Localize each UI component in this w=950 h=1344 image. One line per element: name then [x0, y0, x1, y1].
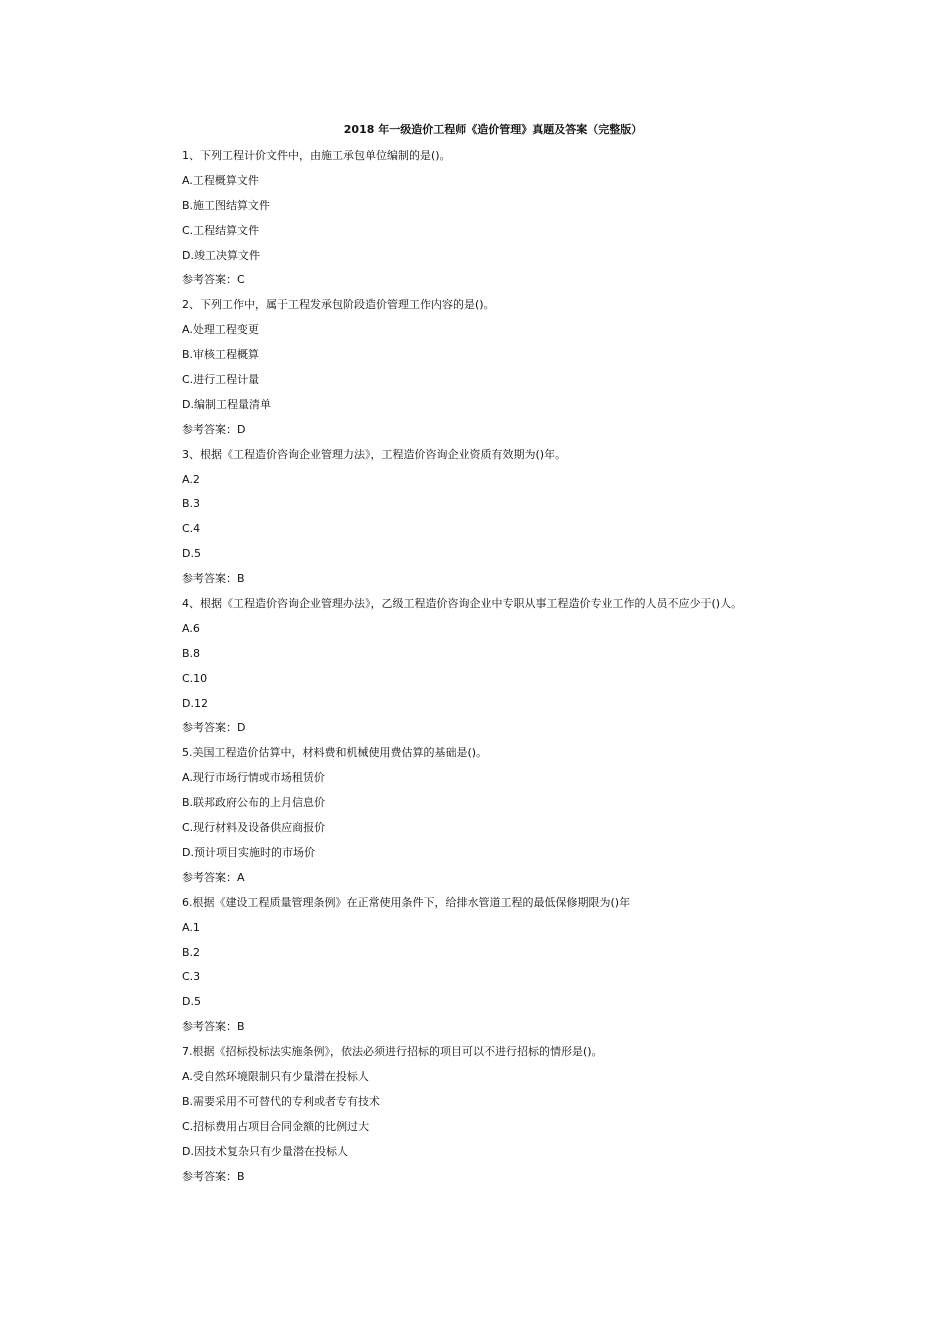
option-line: A.处理工程变更 — [182, 323, 259, 337]
option-line: D.5 — [182, 995, 201, 1009]
option-line: C.现行材料及设备供应商报价 — [182, 821, 326, 835]
option-line: C.10 — [182, 671, 208, 685]
option-line: A.现行市场行情或市场租赁价 — [182, 771, 325, 785]
option-line: B.需要采用不可替代的专利或者专有技术 — [182, 1094, 381, 1108]
answer-line: 参考答案：B — [182, 572, 245, 586]
option-line: D.预计项目实施时的市场价 — [182, 845, 315, 859]
question-line: 5.美国工程造价估算中，材料费和机械使用费估算的基础是()。 — [182, 746, 488, 760]
option-line: C.招标费用占项目合同金额的比例过大 — [182, 1119, 370, 1133]
option-line: A.2 — [182, 472, 200, 486]
question-line: 3、根据《工程造价咨询企业管理力法》，工程造价咨询企业资质有效期为()年。 — [182, 447, 567, 461]
option-line: A.1 — [182, 920, 200, 934]
option-line: D.竣工决算文件 — [182, 248, 260, 262]
answer-line: 参考答案：A — [182, 870, 245, 884]
option-line: A.工程概算文件 — [182, 173, 259, 187]
option-line: B.8 — [182, 646, 201, 660]
answer-line: 参考答案：B — [182, 1020, 245, 1034]
question-line: 2、下列工作中，属于工程发承包阶段造价管理工作内容的是()。 — [182, 298, 495, 312]
option-line: A.6 — [182, 621, 200, 635]
option-line: C.4 — [182, 522, 201, 536]
question-list — [182, 146, 882, 1191]
option-line: B.施工图结算文件 — [182, 198, 271, 212]
question-line: 4、根据《工程造价咨询企业管理办法》，乙级工程造价咨询企业中专职从事工程造价专业工作的人员不应少于()人。 — [182, 597, 743, 611]
answer-line: 参考答案：C — [182, 273, 245, 287]
option-line: D.因技术复杂只有少量潜在投标人 — [182, 1144, 348, 1158]
question-line: 6.根据《建设工程质量管理条例》在正常使用条件下，给排水管道工程的最低保修期限为()年 — [182, 895, 631, 909]
document-title: 2018 年一级造价工程师《造价管理》真题及答案（完整版） — [343, 123, 643, 136]
answer-line: 参考答案：D — [182, 422, 246, 436]
option-line: B.联邦政府公布的上月信息价 — [182, 796, 326, 810]
option-line: B.审核工程概算 — [182, 348, 260, 362]
question-line: 1、下列工程计价文件中，由施工承包单位编制的是()。 — [182, 149, 451, 162]
option-line: B.2 — [182, 945, 201, 959]
answer-line: 参考答案：D — [182, 721, 246, 735]
answer-line: 参考答案：B — [182, 1169, 245, 1183]
option-line: A.受自然环境限制只有少量潜在投标人 — [182, 1069, 369, 1083]
option-line: C.工程结算文件 — [182, 223, 260, 237]
question-line: 7.根据《招标投标法实施条例》，依法必须进行招标的项目可以不进行招标的情形是()。 — [182, 1045, 603, 1059]
option-line: D.编制工程量清单 — [182, 397, 271, 411]
option-line: C.进行工程计量 — [182, 373, 260, 387]
option-line: D.5 — [182, 547, 201, 561]
option-line: C.3 — [182, 970, 201, 984]
option-line: B.3 — [182, 497, 201, 511]
option-line: D.12 — [182, 696, 208, 710]
